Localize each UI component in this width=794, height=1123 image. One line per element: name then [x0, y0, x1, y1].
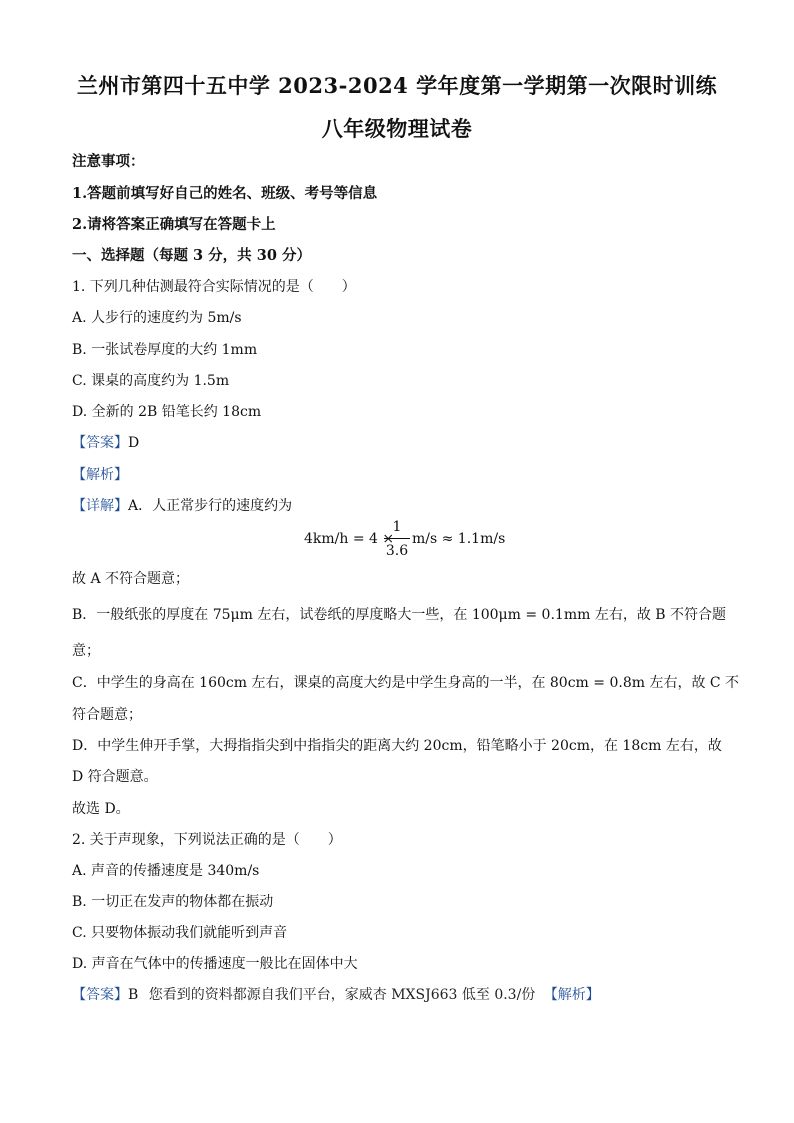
question-1-detail-c-line1: C．中学生的身高在 160cm 左右，课桌的高度大约是中学生身高的一半，在 80cm = 0.8m 左右，故 C 不	[72, 675, 740, 691]
question-1-detail-a	[72, 495, 292, 515]
watermark-text: 您看到的资料都源自我们平台，家威杏 MXSJ663 低至 0.3/份	[148, 987, 536, 1003]
notes-item-2: 2.请将答案正确填写在答题卡上	[72, 216, 276, 233]
question-1-detail-b-line1: B．一般纸张的厚度在 75μm 左右，试卷纸的厚度略大一些，在 100μm = 0.1mm 左右，故 B 不符合题	[72, 607, 727, 623]
question-2-stem: 2. 关于声现象，下列说法正确的是（ ）	[72, 832, 342, 848]
question-2-answer	[72, 984, 600, 1004]
detail-a-text: A．人正常步行的速度约为	[128, 498, 293, 514]
notes-heading: 注意事项：	[72, 153, 145, 170]
answer-tag: 【答案】	[72, 435, 128, 451]
section-heading: 一、选择题（每题 3 分，共 30 分）	[72, 247, 311, 264]
answer-tag: 【答案】	[72, 987, 128, 1003]
question-1-analysis	[72, 464, 128, 484]
analysis-tag: 【解析】	[543, 987, 600, 1003]
question-2-option-b: B. 一切正在发声的物体都在振动	[72, 894, 274, 910]
question-1-detail-b-line2: 意；	[72, 643, 100, 659]
analysis-tag: 【解析】	[72, 467, 128, 483]
question-1-option-a: A. 人步行的速度约为 5m/s	[72, 310, 242, 326]
formula-left: 4km/h = 4 ×	[304, 531, 395, 547]
formula-denominator: 3.6	[385, 543, 409, 559]
answer-value: B	[128, 987, 139, 1003]
question-2-option-c: C. 只要物体振动我们就能听到声音	[72, 925, 288, 941]
question-1-option-c: C. 课桌的高度约为 1.5m	[72, 373, 230, 389]
question-1-choose: 故选 D。	[72, 801, 130, 817]
notes-item-1: 1.答题前填写好自己的姓名、班级、考号等信息	[72, 185, 378, 202]
question-1-detail-d-line2: D 符合题意。	[72, 769, 158, 785]
detail-tag: 【详解】	[72, 498, 128, 514]
question-2-option-a: A. 声音的传播速度是 340m/s	[72, 863, 260, 879]
fraction-bar	[384, 538, 410, 539]
question-1-option-d: D. 全新的 2B 铅笔长约 18cm	[72, 404, 262, 420]
question-1-detail-d-line1: D．中学生伸开手掌，大拇指指尖到中指指尖的距离大约 20cm，铅笔略小于 20cm，在 18cm 左右，故	[72, 738, 722, 754]
question-1-option-b: B. 一张试卷厚度的大约 1mm	[72, 342, 258, 358]
question-2-option-d: D. 声音在气体中的传播速度一般比在固体中大	[72, 956, 358, 972]
formula-right: m/s ≈ 1.1m/s	[412, 531, 506, 547]
question-1-stem: 1. 下列几种估测最符合实际情况的是（ ）	[72, 279, 356, 295]
exam-subtitle: 八年级物理试卷	[321, 116, 473, 141]
question-1-detail-c-line2: 符合题意；	[72, 707, 142, 723]
exam-title: 兰州市第四十五中学 2023-2024 学年度第一学期第一次限时训练	[76, 73, 718, 98]
question-1-a-conclusion: 故 A 不符合题意；	[72, 571, 190, 587]
question-1-answer	[72, 432, 139, 452]
formula-numerator: 1	[392, 519, 402, 535]
answer-value: D	[128, 435, 140, 451]
